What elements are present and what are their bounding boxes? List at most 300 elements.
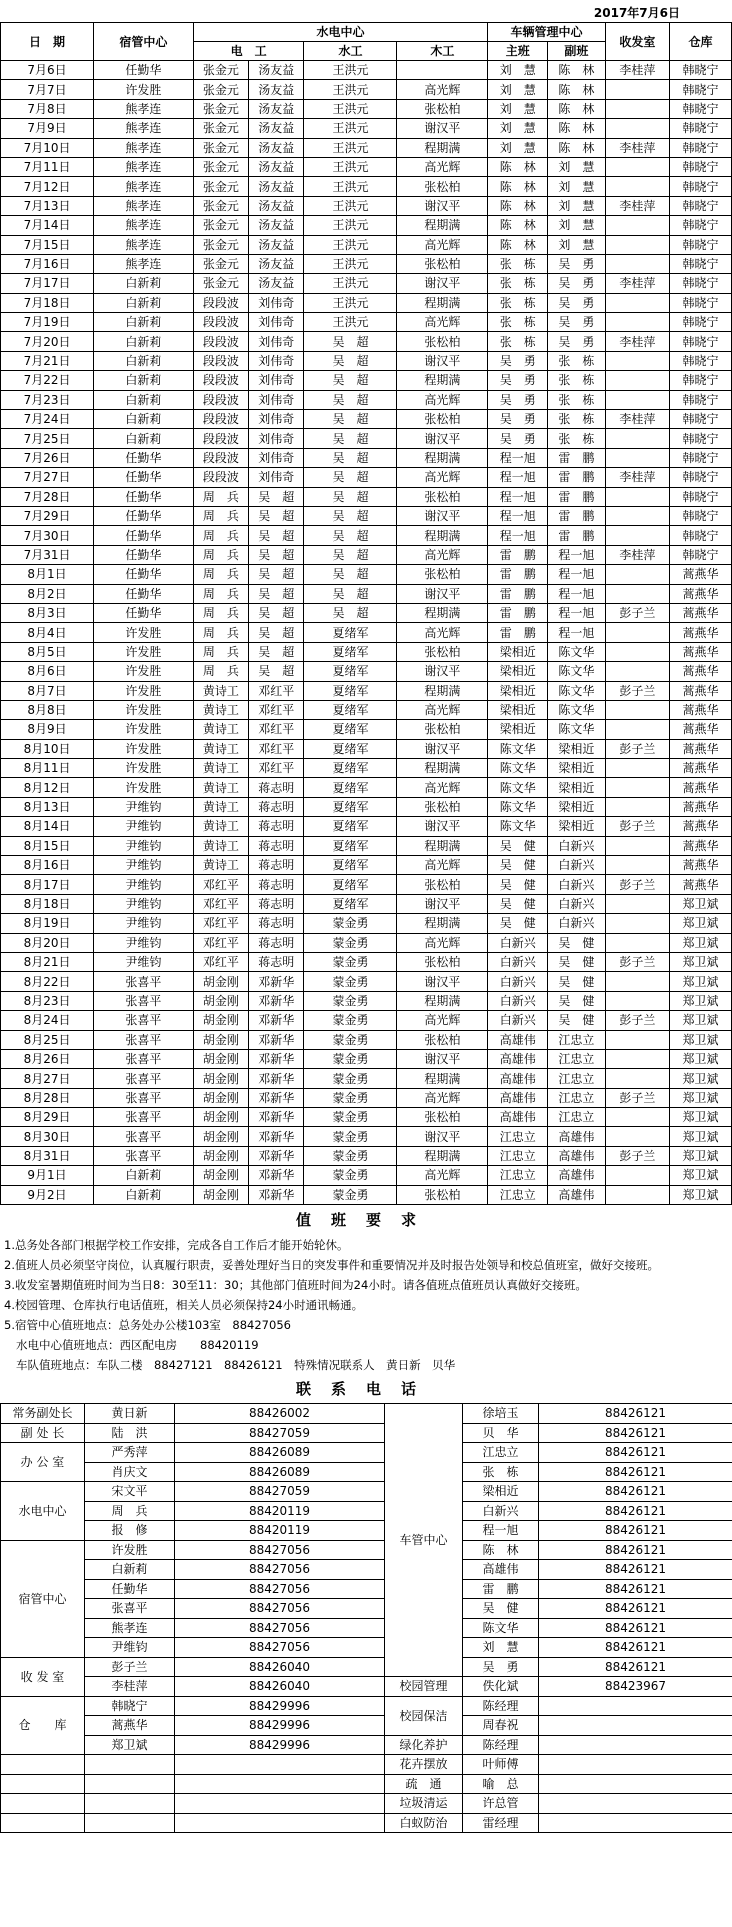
duty-row <box>1 894 732 913</box>
cell-dorm: 尹维钧 <box>94 875 194 894</box>
contact-group: 白蚁防治 <box>385 1813 463 1833</box>
cell-plumber: 夏绪军 <box>304 875 397 894</box>
cell-sub-shift: 吴 勇 <box>548 274 606 293</box>
duty-row <box>1 138 732 157</box>
cell-sub-shift: 张 栋 <box>548 371 606 390</box>
cell-carpenter: 高光辉 <box>397 623 488 642</box>
cell-plumber: 夏绪军 <box>304 720 397 739</box>
contact-phone: 88426121 <box>539 1638 732 1658</box>
cell-plumber: 吴 超 <box>304 332 397 351</box>
cell-electrician-1: 黄诗工 <box>193 836 248 855</box>
cell-main-shift: 江忠立 <box>488 1146 548 1165</box>
contact-phone: 88426121 <box>539 1404 732 1424</box>
cell-dorm: 白新莉 <box>94 1185 194 1204</box>
cell-warehouse: 韩晓宁 <box>669 429 731 448</box>
cell-electrician-1: 胡金刚 <box>193 1166 248 1185</box>
cell-sub-shift: 江忠立 <box>548 1030 606 1049</box>
cell-sub-shift: 雷 鹏 <box>548 526 606 545</box>
cell-warehouse: 蒿燕华 <box>669 836 731 855</box>
cell-electrician-2: 吴 超 <box>249 526 304 545</box>
cell-electrician-2: 汤友益 <box>249 177 304 196</box>
contact-phone: 88427056 <box>175 1599 385 1619</box>
duty-header-row-1 <box>1 23 732 42</box>
contact-empty <box>175 1755 385 1775</box>
contact-row <box>1 1677 732 1697</box>
cell-date: 8月7日 <box>1 681 94 700</box>
contact-phone: 88426040 <box>175 1657 385 1677</box>
cell-carpenter: 谢汉平 <box>397 351 488 370</box>
cell-mailroom <box>605 914 669 933</box>
contact-empty <box>1 1794 85 1814</box>
cell-warehouse: 蒿燕华 <box>669 875 731 894</box>
cell-plumber: 蒙金勇 <box>304 933 397 952</box>
cell-date: 7月22日 <box>1 371 94 390</box>
cell-carpenter: 谢汉平 <box>397 1049 488 1068</box>
cell-sub-shift: 白新兴 <box>548 856 606 875</box>
duty-row <box>1 235 732 254</box>
contact-name: 叶师傅 <box>463 1755 539 1775</box>
cell-main-shift: 程一旭 <box>488 526 548 545</box>
cell-date: 8月9日 <box>1 720 94 739</box>
cell-sub-shift: 白新兴 <box>548 914 606 933</box>
duty-row <box>1 875 732 894</box>
requirement-item: 5.宿管中心值班地点：总务处办公楼103室 88427056 <box>4 1318 291 1333</box>
cell-plumber: 吴 超 <box>304 526 397 545</box>
cell-plumber: 吴 超 <box>304 545 397 564</box>
cell-plumber: 吴 超 <box>304 487 397 506</box>
cell-electrician-1: 黄诗工 <box>193 817 248 836</box>
cell-date: 8月28日 <box>1 1088 94 1107</box>
cell-sub-shift: 吴 勇 <box>548 254 606 273</box>
cell-electrician-1: 胡金刚 <box>193 1127 248 1146</box>
contact-name: 陈 林 <box>463 1540 539 1560</box>
contact-phone: 88426002 <box>175 1404 385 1424</box>
cell-dorm: 许发胜 <box>94 759 194 778</box>
cell-sub-shift: 程一旭 <box>548 584 606 603</box>
cell-warehouse: 韩晓宁 <box>669 177 731 196</box>
cell-main-shift: 梁相近 <box>488 681 548 700</box>
cell-warehouse: 郑卫斌 <box>669 1108 731 1127</box>
cell-dorm: 白新莉 <box>94 293 194 312</box>
contact-phone: 88426121 <box>539 1560 732 1580</box>
contact-name: 贝 华 <box>463 1423 539 1443</box>
header-warehouse: 仓库 <box>669 23 731 61</box>
cell-main-shift: 陈文华 <box>488 759 548 778</box>
cell-main-shift: 吴 勇 <box>488 410 548 429</box>
contact-name: 佚化斌 <box>463 1677 539 1697</box>
cell-plumber: 吴 超 <box>304 410 397 429</box>
cell-date: 7月27日 <box>1 468 94 487</box>
cell-mailroom: 李桂萍 <box>605 196 669 215</box>
contact-group: 宿管中心 <box>1 1540 85 1657</box>
cell-mailroom <box>605 623 669 642</box>
cell-electrician-2: 吴 超 <box>249 584 304 603</box>
duty-row <box>1 99 732 118</box>
cell-dorm: 任勤华 <box>94 468 194 487</box>
cell-mailroom: 彭子兰 <box>605 875 669 894</box>
duty-row <box>1 778 732 797</box>
cell-dorm: 尹维钧 <box>94 894 194 913</box>
cell-plumber: 王洪元 <box>304 274 397 293</box>
cell-dorm: 熊孝连 <box>94 138 194 157</box>
cell-electrician-1: 段段波 <box>193 448 248 467</box>
cell-sub-shift: 吴 健 <box>548 933 606 952</box>
cell-plumber: 吴 超 <box>304 448 397 467</box>
cell-plumber: 夏绪军 <box>304 836 397 855</box>
cell-mailroom: 李桂萍 <box>605 332 669 351</box>
cell-electrician-2: 汤友益 <box>249 80 304 99</box>
cell-carpenter: 张松柏 <box>397 952 488 971</box>
duty-row <box>1 274 732 293</box>
cell-dorm: 张喜平 <box>94 1069 194 1088</box>
cell-carpenter: 程期满 <box>397 836 488 855</box>
cell-dorm: 白新莉 <box>94 371 194 390</box>
cell-plumber: 夏绪军 <box>304 681 397 700</box>
contact-row <box>1 1443 732 1463</box>
contact-phone: 88429996 <box>175 1716 385 1736</box>
requirement-subitem: 车队值班地点：车队二楼 88427121 88426121 特殊情况联系人 黄日新 贝华 <box>16 1358 456 1373</box>
cell-warehouse: 蒿燕华 <box>669 778 731 797</box>
contact-phone: 88427056 <box>175 1618 385 1638</box>
cell-dorm: 尹维钧 <box>94 797 194 816</box>
cell-main-shift: 刘 慧 <box>488 119 548 138</box>
cell-dorm: 任勤华 <box>94 487 194 506</box>
contact-group: 办 公 室 <box>1 1443 85 1482</box>
cell-electrician-1: 周 兵 <box>193 603 248 622</box>
cell-carpenter: 张松柏 <box>397 642 488 661</box>
cell-sub-shift: 雷 鹏 <box>548 506 606 525</box>
cell-date: 8月11日 <box>1 759 94 778</box>
cell-warehouse: 郑卫斌 <box>669 914 731 933</box>
cell-main-shift: 张 栋 <box>488 254 548 273</box>
cell-date: 7月15日 <box>1 235 94 254</box>
cell-dorm: 许发胜 <box>94 778 194 797</box>
cell-carpenter: 高光辉 <box>397 80 488 99</box>
contact-phone <box>539 1755 732 1775</box>
cell-dorm: 尹维钧 <box>94 856 194 875</box>
contact-name: 韩晓宁 <box>85 1696 175 1716</box>
cell-carpenter: 谢汉平 <box>397 506 488 525</box>
cell-main-shift: 吴 勇 <box>488 371 548 390</box>
cell-plumber: 蒙金勇 <box>304 1127 397 1146</box>
cell-carpenter: 张松柏 <box>397 797 488 816</box>
cell-plumber: 蒙金勇 <box>304 1108 397 1127</box>
duty-row <box>1 80 732 99</box>
cell-mailroom <box>605 313 669 332</box>
cell-electrician-1: 段段波 <box>193 293 248 312</box>
cell-sub-shift: 程一旭 <box>548 565 606 584</box>
cell-date: 7月20日 <box>1 332 94 351</box>
header-dorm: 宿管中心 <box>94 23 194 61</box>
cell-electrician-2: 汤友益 <box>249 138 304 157</box>
cell-electrician-2: 刘伟奇 <box>249 468 304 487</box>
contact-name: 尹维钧 <box>85 1638 175 1658</box>
duty-row <box>1 254 732 273</box>
cell-sub-shift: 陈 林 <box>548 119 606 138</box>
cell-plumber: 蒙金勇 <box>304 1185 397 1204</box>
cell-sub-shift: 白新兴 <box>548 875 606 894</box>
cell-date: 8月15日 <box>1 836 94 855</box>
cell-plumber: 蒙金勇 <box>304 1166 397 1185</box>
cell-date: 7月12日 <box>1 177 94 196</box>
cell-carpenter: 程期满 <box>397 216 488 235</box>
cell-dorm: 熊孝连 <box>94 216 194 235</box>
cell-electrician-1: 胡金刚 <box>193 1011 248 1030</box>
cell-sub-shift: 陈文华 <box>548 642 606 661</box>
duty-table <box>0 22 732 1205</box>
cell-electrician-1: 周 兵 <box>193 506 248 525</box>
duty-row <box>1 720 732 739</box>
cell-date: 8月25日 <box>1 1030 94 1049</box>
cell-electrician-2: 汤友益 <box>249 196 304 215</box>
cell-electrician-2: 汤友益 <box>249 99 304 118</box>
duty-row <box>1 371 732 390</box>
cell-electrician-1: 黄诗工 <box>193 797 248 816</box>
contact-phone: 88423967 <box>539 1677 732 1697</box>
cell-dorm: 张喜平 <box>94 1011 194 1030</box>
cell-mailroom <box>605 991 669 1010</box>
cell-electrician-1: 周 兵 <box>193 526 248 545</box>
cell-date: 7月6日 <box>1 61 94 80</box>
contact-name: 许发胜 <box>85 1540 175 1560</box>
cell-electrician-2: 吴 超 <box>249 565 304 584</box>
duty-row <box>1 739 732 758</box>
cell-electrician-2: 汤友益 <box>249 119 304 138</box>
cell-plumber: 夏绪军 <box>304 700 397 719</box>
duty-row <box>1 1069 732 1088</box>
cell-warehouse: 韩晓宁 <box>669 332 731 351</box>
cell-warehouse: 韩晓宁 <box>669 293 731 312</box>
duty-row <box>1 410 732 429</box>
cell-warehouse: 蒿燕华 <box>669 603 731 622</box>
duty-row <box>1 662 732 681</box>
cell-dorm: 白新莉 <box>94 410 194 429</box>
cell-warehouse: 郑卫斌 <box>669 972 731 991</box>
contact-name: 吴 勇 <box>463 1657 539 1677</box>
cell-dorm: 任勤华 <box>94 448 194 467</box>
cell-main-shift: 梁相近 <box>488 720 548 739</box>
cell-mailroom <box>605 177 669 196</box>
contact-phone <box>539 1813 732 1833</box>
cell-date: 7月24日 <box>1 410 94 429</box>
cell-main-shift: 雷 鹏 <box>488 584 548 603</box>
contact-name: 李桂萍 <box>85 1677 175 1697</box>
cell-carpenter: 程期满 <box>397 138 488 157</box>
cell-warehouse: 郑卫斌 <box>669 1049 731 1068</box>
cell-dorm: 熊孝连 <box>94 177 194 196</box>
cell-carpenter: 张松柏 <box>397 254 488 273</box>
cell-date: 7月25日 <box>1 429 94 448</box>
duty-row <box>1 1011 732 1030</box>
cell-warehouse: 蒿燕华 <box>669 817 731 836</box>
cell-electrician-2: 吴 超 <box>249 662 304 681</box>
cell-mailroom: 彭子兰 <box>605 1146 669 1165</box>
contact-phone: 88426121 <box>539 1443 732 1463</box>
cell-mailroom <box>605 1185 669 1204</box>
cell-warehouse: 韩晓宁 <box>669 119 731 138</box>
cell-electrician-2: 邓新华 <box>249 1146 304 1165</box>
duty-row <box>1 991 732 1010</box>
cell-sub-shift: 陈文华 <box>548 681 606 700</box>
cell-main-shift: 吴 健 <box>488 856 548 875</box>
cell-electrician-1: 黄诗工 <box>193 856 248 875</box>
cell-electrician-1: 周 兵 <box>193 565 248 584</box>
cell-electrician-1: 黄诗工 <box>193 778 248 797</box>
cell-electrician-1: 张金元 <box>193 216 248 235</box>
cell-dorm: 白新莉 <box>94 351 194 370</box>
cell-mailroom <box>605 720 669 739</box>
cell-mailroom <box>605 526 669 545</box>
contact-group: 疏 通 <box>385 1774 463 1794</box>
cell-carpenter: 谢汉平 <box>397 894 488 913</box>
cell-dorm: 熊孝连 <box>94 235 194 254</box>
cell-electrician-2: 吴 超 <box>249 487 304 506</box>
cell-sub-shift: 高雄伟 <box>548 1166 606 1185</box>
cell-carpenter: 程期满 <box>397 1069 488 1088</box>
contact-phone: 88427059 <box>175 1423 385 1443</box>
cell-date: 8月10日 <box>1 739 94 758</box>
cell-sub-shift: 雷 鹏 <box>548 468 606 487</box>
cell-date: 8月12日 <box>1 778 94 797</box>
contact-row <box>1 1696 732 1716</box>
contact-name: 梁相近 <box>463 1482 539 1502</box>
cell-mailroom <box>605 565 669 584</box>
cell-dorm: 许发胜 <box>94 700 194 719</box>
duty-row <box>1 642 732 661</box>
cell-electrician-1: 邓红平 <box>193 894 248 913</box>
cell-electrician-1: 段段波 <box>193 429 248 448</box>
duty-row <box>1 61 732 80</box>
cell-electrician-1: 胡金刚 <box>193 1108 248 1127</box>
cell-electrician-1: 张金元 <box>193 80 248 99</box>
contacts-table-body <box>1 1404 732 1833</box>
cell-date: 8月4日 <box>1 623 94 642</box>
cell-main-shift: 刘 慧 <box>488 138 548 157</box>
contact-name: 张 栋 <box>463 1462 539 1482</box>
duty-row <box>1 817 732 836</box>
cell-sub-shift: 程一旭 <box>548 623 606 642</box>
cell-dorm: 张喜平 <box>94 1108 194 1127</box>
cell-warehouse: 蒿燕华 <box>669 739 731 758</box>
cell-main-shift: 陈 林 <box>488 177 548 196</box>
cell-electrician-2: 邓新华 <box>249 991 304 1010</box>
cell-electrician-1: 胡金刚 <box>193 1185 248 1204</box>
contact-phone: 88426121 <box>539 1657 732 1677</box>
cell-dorm: 张喜平 <box>94 1030 194 1049</box>
cell-sub-shift: 白新兴 <box>548 836 606 855</box>
cell-dorm: 尹维钧 <box>94 817 194 836</box>
contact-phone: 88426121 <box>539 1618 732 1638</box>
cell-mailroom <box>605 778 669 797</box>
cell-warehouse: 郑卫斌 <box>669 1088 731 1107</box>
cell-carpenter: 程期满 <box>397 603 488 622</box>
cell-sub-shift: 吴 健 <box>548 972 606 991</box>
cell-electrician-1: 胡金刚 <box>193 1049 248 1068</box>
cell-mailroom: 李桂萍 <box>605 138 669 157</box>
cell-plumber: 蒙金勇 <box>304 1088 397 1107</box>
cell-carpenter: 谢汉平 <box>397 584 488 603</box>
cell-plumber: 夏绪军 <box>304 856 397 875</box>
cell-mailroom <box>605 1069 669 1088</box>
cell-electrician-2: 邓新华 <box>249 1166 304 1185</box>
cell-main-shift: 刘 慧 <box>488 99 548 118</box>
cell-mailroom <box>605 119 669 138</box>
contact-row <box>1 1774 732 1794</box>
cell-carpenter: 高光辉 <box>397 390 488 409</box>
cell-mailroom <box>605 662 669 681</box>
contact-row <box>1 1560 732 1580</box>
cell-electrician-2: 刘伟奇 <box>249 332 304 351</box>
cell-main-shift: 程一旭 <box>488 506 548 525</box>
cell-dorm: 任勤华 <box>94 565 194 584</box>
contact-phone: 88420119 <box>175 1501 385 1521</box>
cell-electrician-1: 胡金刚 <box>193 991 248 1010</box>
cell-date: 7月11日 <box>1 157 94 176</box>
cell-main-shift: 雷 鹏 <box>488 565 548 584</box>
cell-mailroom: 李桂萍 <box>605 274 669 293</box>
cell-electrician-1: 段段波 <box>193 390 248 409</box>
cell-carpenter: 程期满 <box>397 1146 488 1165</box>
cell-warehouse: 韩晓宁 <box>669 274 731 293</box>
cell-plumber: 蒙金勇 <box>304 1146 397 1165</box>
duty-row <box>1 1166 732 1185</box>
cell-electrician-1: 黄诗工 <box>193 681 248 700</box>
contact-phone: 88426121 <box>539 1501 732 1521</box>
cell-sub-shift: 陈 林 <box>548 99 606 118</box>
contact-row <box>1 1813 732 1833</box>
cell-main-shift: 白新兴 <box>488 1011 548 1030</box>
cell-date: 7月17日 <box>1 274 94 293</box>
header-main-shift: 主班 <box>488 42 548 61</box>
cell-dorm: 白新莉 <box>94 313 194 332</box>
cell-main-shift: 江忠立 <box>488 1185 548 1204</box>
contact-row <box>1 1735 732 1755</box>
cell-plumber: 王洪元 <box>304 216 397 235</box>
duty-row <box>1 797 732 816</box>
contact-row <box>1 1521 732 1541</box>
duty-row <box>1 1185 732 1204</box>
contact-empty <box>175 1774 385 1794</box>
cell-plumber: 吴 超 <box>304 603 397 622</box>
cell-main-shift: 陈 林 <box>488 235 548 254</box>
roster-date: 2017年7月6日 <box>593 6 680 20</box>
contact-name: 徐培玉 <box>463 1404 539 1424</box>
header-carpenter: 木工 <box>397 42 488 61</box>
cell-main-shift: 白新兴 <box>488 952 548 971</box>
cell-warehouse: 韩晓宁 <box>669 61 731 80</box>
cell-dorm: 白新莉 <box>94 1166 194 1185</box>
contact-name: 宋文平 <box>85 1482 175 1502</box>
contact-name: 吴 健 <box>463 1599 539 1619</box>
contact-group: 校园管理 <box>385 1677 463 1697</box>
cell-mailroom <box>605 1166 669 1185</box>
cell-main-shift: 陈 林 <box>488 157 548 176</box>
cell-electrician-2: 邓新华 <box>249 1185 304 1204</box>
cell-warehouse: 蒿燕华 <box>669 565 731 584</box>
cell-date: 8月21日 <box>1 952 94 971</box>
cell-carpenter: 程期满 <box>397 914 488 933</box>
cell-mailroom <box>605 235 669 254</box>
contacts-table <box>0 1403 732 1833</box>
cell-electrician-1: 胡金刚 <box>193 1069 248 1088</box>
cell-date: 8月16日 <box>1 856 94 875</box>
cell-date: 8月18日 <box>1 894 94 913</box>
duty-row <box>1 468 732 487</box>
cell-main-shift: 陈文华 <box>488 797 548 816</box>
contact-name: 周 兵 <box>85 1501 175 1521</box>
duty-row <box>1 952 732 971</box>
cell-electrician-1: 邓红平 <box>193 875 248 894</box>
